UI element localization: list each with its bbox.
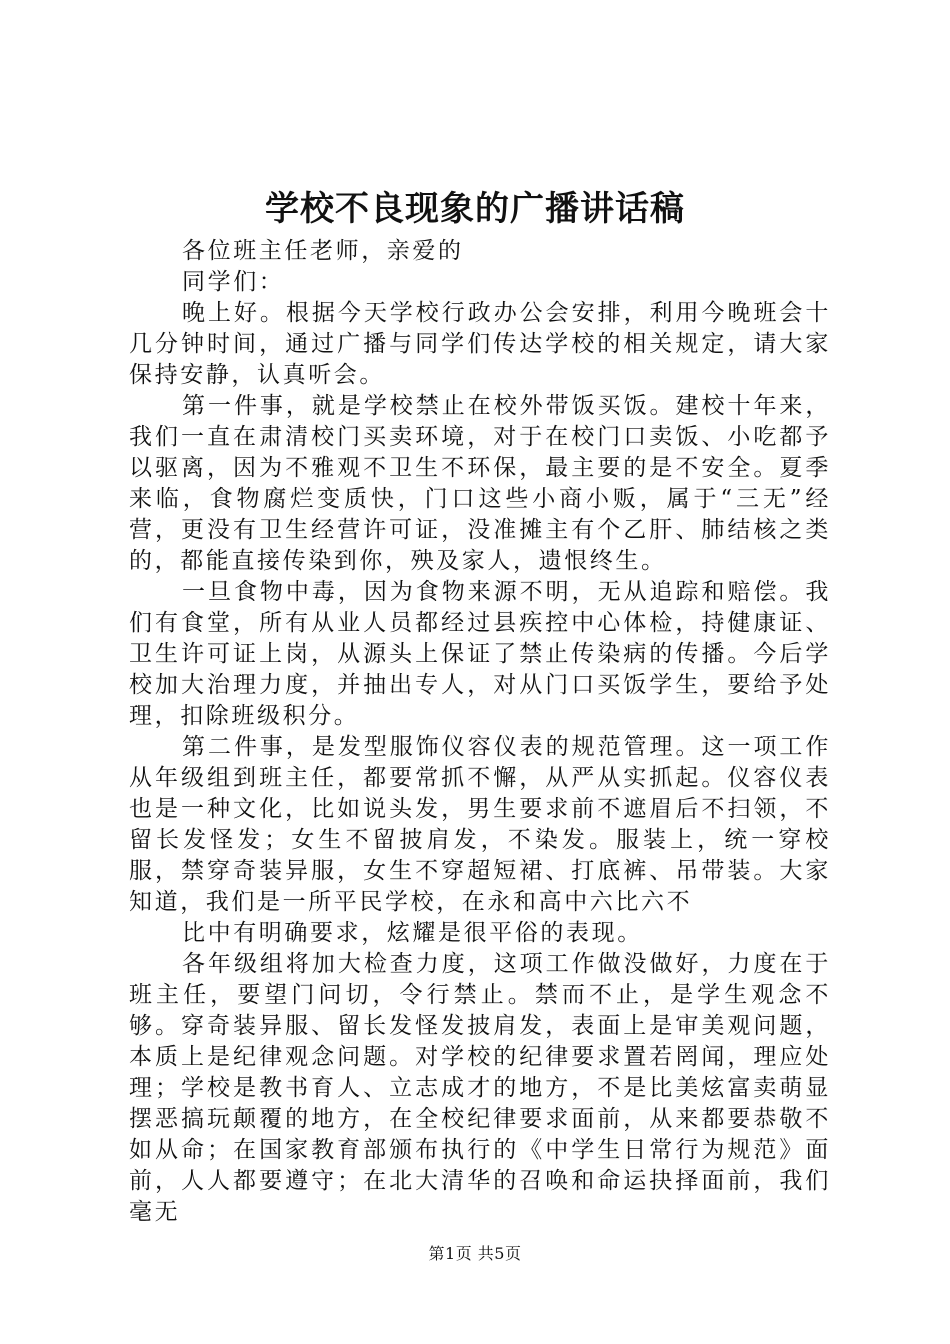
- page-number-footer: 第1页 共5页: [428, 1244, 522, 1263]
- paragraph-continuation: 比中有明确要求，炫耀是很平俗的表现。: [182, 920, 643, 946]
- paragraph-food-poisoning: 一旦食物中毒，因为食物来源不明，无从追踪和赔偿。我们有食堂，所有从业人员都经过县疾控中心体检，持健康证、卫生许可证上岗，从源头上保证了禁止传染病的传播。今后学校加大治理力度，并抽出专人，对从门口买饭学生，要给予处理，扣除班级积分。: [129, 579, 831, 729]
- paragraph-second-matter: 第二件事，是发型服饰仪容仪表的规范管理。这一项工作从年级组到班主任，都要常抓不懈，从严从实抓起。仪容仪表也是一种文化，比如说头发，男生要求前不遮眉后不扫领，不留长发怪发；女生不留披肩发，不染发。服装上，统一穿校服，禁穿奇装异服，女生不穿超短裙、打底裤、吊带装。大家知道，我们是一所平民学校，在永和高中六比六不: [129, 734, 831, 915]
- paragraph-first-matter: 第一件事，就是学校禁止在校外带饭买饭。建校十年来，我们一直在肃清校门买卖环境，对于在校门口卖饭、小吃都予以驱离，因为不雅观不卫生不环保，最主要的是不安全。夏季来临，食物腐烂变质快，门口这些小商小贩，属于“三无”经营，更没有卫生经营许可证，没准摊主有个乙肝、肺结核之类的，都能直接传染到你，殃及家人，遗恨终生。: [129, 393, 831, 574]
- document-body: [129, 236, 831, 1228]
- document-title: 学校不良现象的广播讲话稿: [265, 189, 685, 229]
- salutation-line-1: 各位班主任老师，亲爱的: [182, 238, 464, 264]
- paragraph-inspection: 各年级组将加大检查力度，这项工作做没做好，力度在于班主任，要望门问切，令行禁止。禁而不止，是学生观念不够。穿奇装异服、留长发怪发披肩发，表面上是审美观问题，本质上是纪律观念问题。对学校的纪律要求置若罔闻，理应处理；学校是教书育人、立志成才的地方，不是比美炫富卖萌显摆恶搞玩颠覆的地方，在全校纪律要求面前，从来都要恭敬不如从命；在国家教育部颁布执行的《中学生日常行为规范》面前，人人都要遵守；在北大清华的召唤和命运抉择面前，我们毫无: [129, 951, 831, 1225]
- paragraph-greeting: 晚上好。根据今天学校行政办公会安排，利用今晚班会十几分钟时间，通过广播与同学们传达学校的相关规定，请大家保持安静，认真听会。: [129, 300, 831, 388]
- salutation-line-2: 同学们：: [182, 269, 285, 295]
